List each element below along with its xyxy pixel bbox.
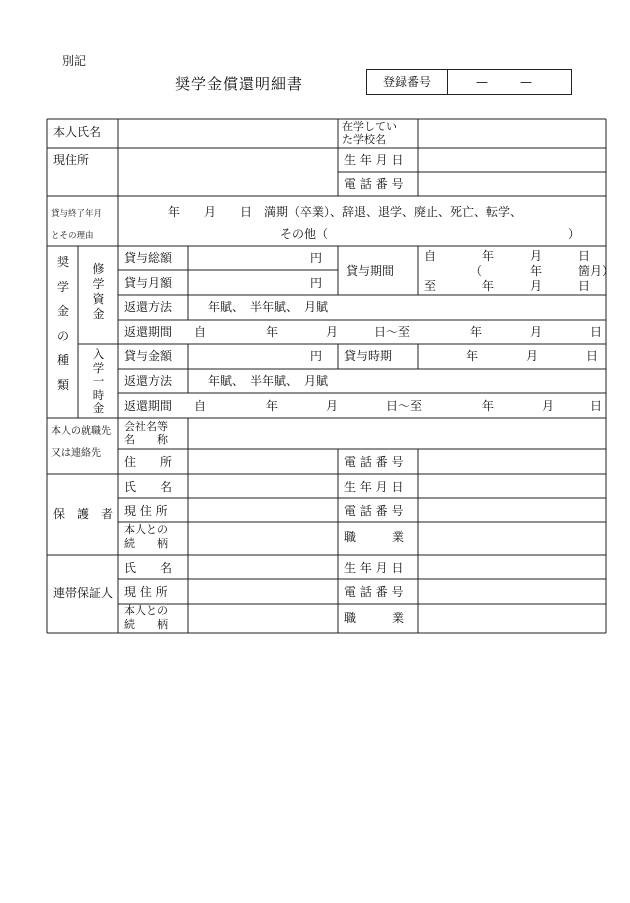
- nyugaku-label: [79, 348, 118, 416]
- school-label-line1: 在学してい: [342, 120, 397, 133]
- repay-method2-label: 返還方法: [124, 374, 173, 388]
- birth-field[interactable]: [418, 148, 606, 172]
- guardian-relation-label-line2: 続 柄: [124, 537, 168, 550]
- scholarship-type-label: [48, 250, 78, 397]
- name-label: 本人氏名: [53, 125, 102, 139]
- guardian-name-label: 氏 名: [124, 480, 173, 494]
- school-label-line2: た学校名: [342, 133, 386, 146]
- end-reason-line2[interactable]: その他（ ）: [280, 227, 581, 241]
- total-amount-label: 貸与総額: [124, 251, 173, 265]
- repay-period-label: 返還期間: [124, 325, 173, 339]
- name-field[interactable]: [118, 119, 338, 148]
- phone-field[interactable]: [418, 172, 606, 196]
- period-to-ymd[interactable]: 年 月 日: [482, 279, 591, 293]
- period-to-prefix: 至: [424, 279, 437, 293]
- guarantor-relation-label-line2: 続 柄: [124, 618, 168, 631]
- guarantor-address-label: 現 住 所: [124, 585, 168, 599]
- guardian-relation-label-line1: 本人との: [124, 523, 168, 536]
- loan-amount-yen-label: 円: [310, 349, 323, 363]
- repay-method2-options[interactable]: 年賦、 半年賦、 月賦: [208, 374, 329, 388]
- total-yen-label: 円: [310, 251, 323, 265]
- end-reason-label-line2: とその理由: [51, 231, 94, 241]
- guarantor-relation-label-line1: 本人との: [124, 604, 168, 617]
- guardian-phone-label: 電 話 番 号: [344, 504, 404, 518]
- address-field[interactable]: [118, 148, 338, 196]
- period-from-prefix: 自: [424, 249, 437, 263]
- repay-method-label: 返還方法: [124, 300, 173, 314]
- phone-label: 電 話 番 号: [344, 177, 404, 191]
- end-reason-label-line1: 貸与終了年月: [51, 209, 103, 219]
- guarantor-name-label: 氏 名: [124, 561, 173, 575]
- page-title: 奨学金償還明細書: [175, 75, 304, 93]
- address-label: 現住所: [53, 153, 90, 167]
- guardian-job-label: 職 業: [344, 530, 405, 544]
- nyugaku-text: 入 学 一 時 金: [92, 347, 105, 415]
- shugaku-label: [79, 262, 118, 322]
- loan-amount-label: 貸与金額: [124, 349, 173, 363]
- company-label-line2: 名 称: [124, 433, 168, 446]
- registration-number-label: 登録番号: [367, 70, 448, 94]
- company-label-line1: 会社名等: [124, 420, 168, 433]
- employment-phone-label: 電 話 番 号: [344, 455, 404, 469]
- registration-number-box: [366, 69, 572, 95]
- repay-period2-value[interactable]: 自 年 月 日～至 年 月 日: [194, 399, 603, 413]
- note-label: 別記: [62, 54, 87, 68]
- shugaku-text: 修 学 資 金: [92, 262, 105, 321]
- school-field[interactable]: [418, 119, 606, 148]
- monthly-amount-label: 貸与月額: [124, 276, 173, 290]
- period-months[interactable]: （ 年 箇月）: [470, 264, 615, 278]
- guarantor-label: 連帯保証人: [53, 586, 114, 600]
- company-field[interactable]: [188, 418, 606, 449]
- loan-time-label: 貸与時期: [344, 349, 393, 363]
- repay-period2-label: 返還期間: [124, 399, 173, 413]
- repay-method-options[interactable]: 年賦、 半年賦、 月賦: [208, 300, 329, 314]
- monthly-yen-label: 円: [310, 276, 323, 290]
- period-from-ymd[interactable]: 年 月 日: [482, 249, 591, 263]
- guardian-label: 保 護 者: [53, 507, 114, 521]
- employment-label-line2: 又は連絡先: [51, 448, 101, 459]
- end-reason-line1[interactable]: 年 月 日 満期（卒業）、辞退、退学、廃止、死亡、転学、: [168, 205, 523, 219]
- guarantor-job-label: 職 業: [344, 611, 405, 625]
- registration-number-field[interactable]: — —: [475, 75, 542, 89]
- employment-address-label: 住 所: [124, 455, 173, 469]
- employment-label-line1: 本人の就職先: [51, 426, 111, 437]
- scholarship-type-text: 奨 学 金 の 種 類: [56, 255, 69, 392]
- guarantor-phone-label: 電 話 番 号: [344, 585, 404, 599]
- birth-label: 生 年 月 日: [344, 153, 404, 167]
- loan-time-value[interactable]: 年 月 日: [466, 349, 599, 363]
- guardian-address-label: 現 住 所: [124, 504, 168, 518]
- loan-period-label: 貸与期間: [346, 264, 395, 278]
- guarantor-birth-label: 生 年 月 日: [344, 561, 404, 575]
- guardian-birth-label: 生 年 月 日: [344, 480, 404, 494]
- repay-period-value[interactable]: 自 年 月 日～至 年 月 日: [194, 325, 603, 339]
